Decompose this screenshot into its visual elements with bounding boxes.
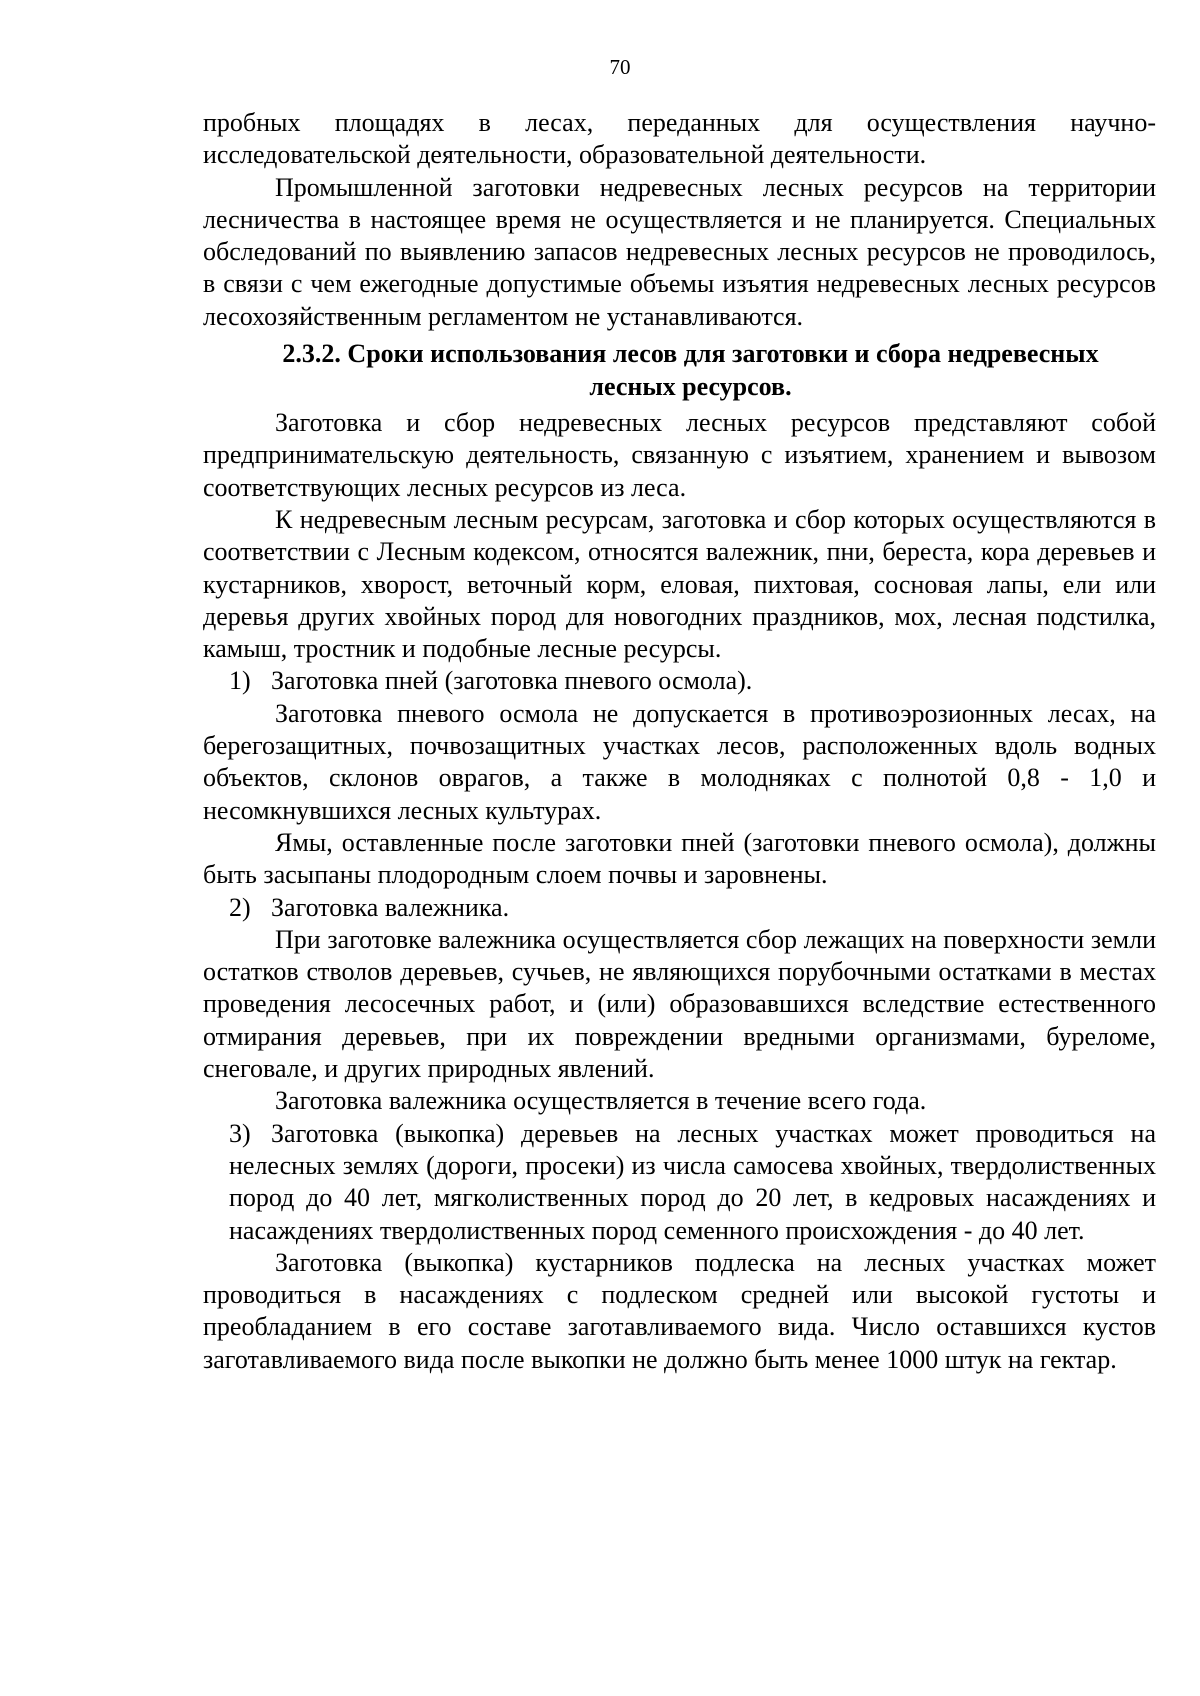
- paragraph-pits: Ямы, оставленные после заготовки пней (заготовки пневого осмола), должны быть засыпаны плодородным слоем почвы и заровнены.: [203, 827, 1156, 890]
- section-heading-line-1: 2.3.2. Сроки использования лесов для заготовки и сбора недревесных: [282, 339, 1099, 369]
- list-item-1: [203, 665, 1156, 697]
- page-number: 70: [609, 55, 631, 79]
- list-item-1-text: Заготовка пней (заготовка пневого осмола).: [271, 666, 753, 696]
- paragraph-resource-list: К недревесным лесным ресурсам, заготовка и сбор которых осуществляются в соответствии с Лесным кодексом, относятся валежник, пни, береста, кора деревьев и кустарников, хворост, веточный корм, еловая, пихтовая, сосновая лапы, ели или деревья других хвойных пород для новогодних праздников, мох, лесная подстилка, камыш, тростник и подобные лесные ресурсы.: [203, 504, 1156, 664]
- document-body: [203, 107, 1156, 1376]
- paragraph-continuation: пробных площадях в лесах, переданных для осуществления научно-исследовательской деятельности, образовательной деятельности.: [203, 108, 1156, 170]
- list-item-3-number: 3): [229, 1118, 251, 1148]
- paragraph-stump-restrictions: Заготовка пневого осмола не допускается в противоэрозионных лесах, на берегозащитных, почвозащитных участках лесов, расположенных вдоль водных объектов, склонов оврагов, а также в молодняках с полнотой 0,8 - 1,0 и несомкнувшихся лесных культурах.: [203, 698, 1156, 825]
- list-item-2-number: 2): [229, 892, 251, 922]
- list-item-2: [203, 892, 1156, 924]
- list-item-3: [203, 1118, 1156, 1247]
- list-item-1-number: 1): [229, 666, 251, 696]
- section-heading-line-2: лесных ресурсов.: [589, 372, 792, 402]
- paragraph-shrub-harvesting: Заготовка (выкопка) кустарников подлеска на лесных участках может проводиться в насаждениях с подлеском средней или высокой густоты и преобладанием в его составе заготавливаемого вида. Число оставшихся кустов заготавливаемого вида после выкопки не должно быть менее 1000 штук на гектар.: [203, 1247, 1156, 1374]
- section-heading: [203, 337, 1156, 403]
- paragraph-deadwood-season: Заготовка валежника осуществляется в течение всего года.: [275, 1086, 927, 1116]
- list-item-3-text: Заготовка (выкопка) деревьев на лесных участках может проводиться на нелесных землях (дороги, просеки) из числа самосева хвойных, твердолиственных пород до 40 лет, мягколиственных пород до 20 лет, в кедровых насаждениях и насаждениях твердолиственных пород семенного происхождения - до 40 лет.: [229, 1118, 1156, 1245]
- paragraph-industrial-harvesting: Промышленной заготовки недревесных лесных ресурсов на территории лесничества в настоящее время не осуществляется и не планируется. Специальных обследований по выявлению запасов недревесных лесных ресурсов не проводилось, в связи с чем ежегодные допустимые объемы изъятия недревесных лесных ресурсов лесохозяйственным регламентом не устанавливаются.: [203, 172, 1156, 331]
- paragraph-definition: Заготовка и сбор недревесных лесных ресурсов представляют собой предпринимательскую деятельность, связанную с изъятием, хранением и вывозом соответствующих лесных ресурсов из леса.: [203, 408, 1156, 502]
- paragraph-deadwood-collection: При заготовке валежника осуществляется сбор лежащих на поверхности земли остатков стволов деревьев, сучьев, не являющихся порубочными остатками в местах проведения лесосечных работ, и (или) образовавшихся вследствие естественного отмирания деревьев, при их повреждении вредными организмами, буреломе, снеговале, и других природных явлений.: [203, 924, 1156, 1084]
- list-item-2-text: Заготовка валежника.: [271, 892, 510, 922]
